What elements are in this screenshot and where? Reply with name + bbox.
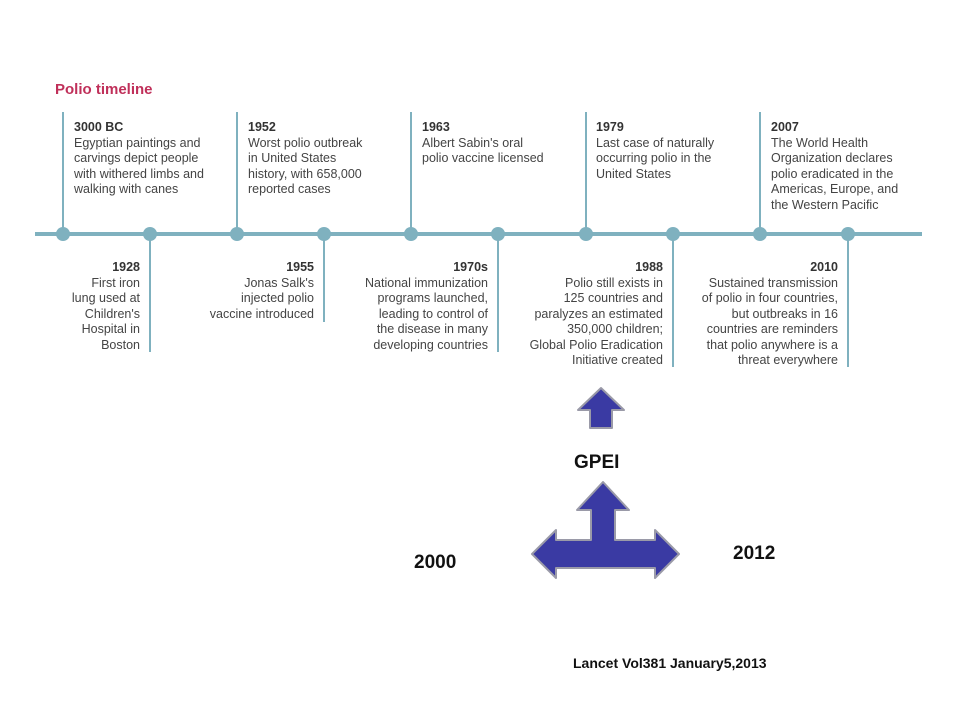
event-1970s (318, 260, 488, 353)
event-2010 (658, 260, 838, 369)
citation: Lancet Vol381 January5,2013 (573, 655, 767, 671)
timeline-dot (666, 227, 680, 241)
timeline-dot (317, 227, 331, 241)
gpei-label: GPEI (574, 452, 620, 473)
event-2007 (771, 120, 898, 213)
event-year: 1955 (286, 260, 314, 274)
event-description: National immunization programs launched, leading to control of the disease in many developing countries (365, 275, 488, 352)
timeline-dot (753, 227, 767, 241)
event-year: 2010 (810, 260, 838, 274)
event-1952 (248, 120, 362, 198)
year-2012-label: 2012 (733, 543, 776, 564)
event-1928 (0, 260, 140, 353)
event-year: 1928 (112, 260, 140, 274)
event-description: Last case of naturally occurring polio in the United States (596, 135, 715, 181)
event-year: 1979 (596, 120, 624, 134)
three-way-arrow-icon (532, 482, 679, 578)
event-1955 (154, 260, 314, 322)
event-3000bc (74, 120, 204, 198)
event-description: Egyptian paintings and carvings depict people with withered limbs and walking with canes (74, 135, 204, 196)
timeline-dot (143, 227, 157, 241)
event-year: 1952 (248, 120, 276, 134)
timeline-title: Polio timeline (55, 81, 153, 98)
event-description: Polio still exists in 125 countries and paralyzes an estimated 350,000 children; Global Polio Eradication Initiative created (529, 275, 663, 367)
event-description: Albert Sabin's oral polio vaccine licensed (422, 135, 544, 165)
event-1963 (422, 120, 544, 167)
event-1988 (493, 260, 663, 369)
event-year: 1988 (635, 260, 663, 274)
timeline-dot (491, 227, 505, 241)
event-1979 (596, 120, 714, 182)
event-description: Worst polio outbreak in United States history, with 658,000 reported cases (248, 135, 363, 196)
up-arrow-icon (578, 388, 624, 428)
event-year: 2007 (771, 120, 799, 134)
event-year: 1963 (422, 120, 450, 134)
timeline-dot (579, 227, 593, 241)
year-2000-label: 2000 (414, 552, 457, 573)
timeline-dot (230, 227, 244, 241)
event-description: First iron lung used at Children's Hospital in Boston (71, 275, 140, 352)
event-year: 1970s (453, 260, 488, 274)
timeline-dot (404, 227, 418, 241)
timeline-dot (841, 227, 855, 241)
event-year: 3000 BC (74, 120, 124, 134)
event-description: Jonas Salk's injected polio vaccine introduced (209, 275, 314, 321)
event-description: The World Health Organization declares polio eradicated in the Americas, Europe, and the Western Pacific (771, 135, 899, 212)
timeline-dot (56, 227, 70, 241)
event-description: Sustained transmission of polio in four countries, but outbreaks in 16 countries are reminders that polio anywhere is a threat everywhere (701, 275, 838, 367)
